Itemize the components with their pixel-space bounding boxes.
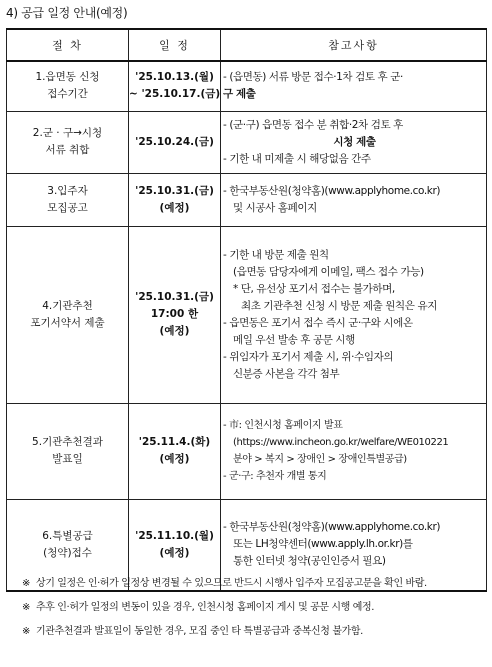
- date-cell: [129, 403, 221, 499]
- step-text: 1.읍면동 신청: [35, 71, 100, 84]
- header-step: 절 차: [7, 29, 129, 61]
- date-text: 17:00 한: [150, 308, 199, 320]
- date-text: '25.10.13.(월): [135, 71, 214, 84]
- ref-text: * 단, 유선상 포기서 접수는 불가하며,: [233, 282, 395, 295]
- ref-cell: [221, 111, 487, 173]
- ref-text: 분야 > 복지 > 장애인 > 장애인특별공급): [233, 454, 407, 465]
- note-mark: ※: [22, 626, 30, 637]
- date-text: (예정): [159, 201, 190, 214]
- note-item: [22, 623, 484, 641]
- schedule-table: [6, 28, 487, 592]
- step-text: 모집공고: [47, 201, 88, 214]
- note-text: 기관추천결과 발표일이 동일한 경우, 모집 중인 타 특별공급과 중복신청 불가함.: [36, 626, 363, 637]
- step-text: 발표일: [52, 453, 83, 465]
- date-cell: [129, 61, 221, 111]
- date-text: ~ '25.10.17.(금): [129, 88, 221, 101]
- step-text: 3.입주자: [47, 184, 88, 197]
- header-ref: 참고사항: [221, 29, 487, 61]
- step-cell: [7, 173, 129, 226]
- ref-text: 또는 LH청약센터(www.apply.lh.or.kr)를: [233, 538, 413, 551]
- note-item: [22, 599, 484, 617]
- note-text: 추후 인·허가 일정의 변동이 있을 경우, 인천시청 홈페이지 게시 및 공문 시행 예정.: [36, 602, 375, 613]
- ref-text: - (군·구) 읍면동 접수 분 취합·2차 검토 후: [223, 118, 403, 131]
- ref-text: - (읍면동) 서류 방문 접수·1차 검토 후 군·: [223, 71, 403, 84]
- date-text: (예정): [159, 546, 190, 559]
- ref-cell: [221, 403, 487, 499]
- date-cell: [129, 111, 221, 173]
- ref-cell: [221, 173, 487, 226]
- header-date: 일 정: [129, 29, 221, 61]
- date-text: '25.10.31.(금): [135, 291, 214, 303]
- note-text: 상기 일정은 인·허가 일정상 변경될 수 있으므로 반드시 시행사 입주자 모집공고문을 확인 바람.: [36, 578, 427, 589]
- step-text: 접수기간: [47, 88, 88, 101]
- note-item: [22, 575, 484, 593]
- ref-cell: [221, 226, 487, 403]
- date-cell: [129, 226, 221, 403]
- step-text: 포기서약서 제출: [30, 316, 105, 329]
- date-text: '25.11.4.(화): [138, 436, 211, 448]
- ref-text: 구 제출: [223, 88, 256, 101]
- ref-cell: [221, 61, 487, 111]
- section-heading: 4) 공급 일정 안내(예정): [6, 6, 128, 20]
- ref-text: 메일 우선 발송 후 공문 시행: [233, 333, 355, 346]
- ref-text: - 한국부동산원(청약홈)(www.applyhome.co.kr): [223, 521, 441, 534]
- ref-text: - 군·구: 추천자 개별 통지: [223, 471, 327, 482]
- step-text: 5.기관추천결과: [32, 436, 103, 448]
- step-text: 2.군 · 구→시청: [32, 127, 103, 139]
- date-cell: [129, 173, 221, 226]
- note-mark: ※: [22, 578, 30, 589]
- step-text: (청약)접수: [43, 546, 92, 559]
- ref-text: - 기한 내 미제출 시 해당없음 간주: [223, 152, 371, 165]
- ref-text: - 기한 내 방문 제출 원칙: [223, 248, 329, 261]
- table-row: [7, 403, 487, 499]
- table-row: [7, 61, 487, 111]
- table-row: [7, 173, 487, 226]
- date-text: '25.10.24.(금): [135, 135, 214, 148]
- ref-text: - 市: 인천시청 홈페이지 발표: [223, 420, 343, 431]
- ref-text: (읍면동 담당자에게 이메일, 팩스 접수 가능): [233, 265, 424, 278]
- ref-text: - 읍면동은 포기서 접수 즉시 군·구와 시에온: [223, 316, 413, 329]
- note-mark: ※: [22, 602, 30, 613]
- ref-text: - 위임자가 포기서 제출 시, 위·수임자의: [223, 350, 394, 363]
- date-text: '25.11.10.(월): [135, 529, 214, 542]
- table-header-row: [7, 29, 487, 61]
- table-row: [7, 111, 487, 173]
- step-cell: [7, 61, 129, 111]
- date-text: (예정): [159, 453, 190, 465]
- ref-text: (https://www.incheon.go.kr/welfare/WE010221: [233, 437, 449, 448]
- step-text: 서류 취합: [45, 144, 90, 156]
- table-row: [7, 226, 487, 403]
- step-cell: [7, 226, 129, 403]
- ref-text: 최초 기관추천 신청 시 방문 제출 원칙은 유지: [241, 299, 437, 312]
- step-text: 4.기관추천: [42, 299, 93, 312]
- ref-text: - 한국부동산원(청약홈)(www.applyhome.co.kr): [223, 184, 441, 197]
- ref-text: 및 시공사 홈페이지: [233, 201, 317, 214]
- step-text: 6.특별공급: [42, 529, 93, 542]
- ref-text: 신분증 사본을 각각 첨부: [233, 367, 340, 380]
- step-cell: [7, 111, 129, 173]
- ref-text: 시청 제출: [333, 135, 376, 148]
- date-text: (예정): [159, 325, 190, 337]
- date-text: '25.10.31.(금): [135, 184, 214, 197]
- ref-text: 통한 인터넷 청약(공인인증서 필요): [233, 555, 386, 568]
- notes-section: [22, 575, 484, 647]
- step-cell: [7, 403, 129, 499]
